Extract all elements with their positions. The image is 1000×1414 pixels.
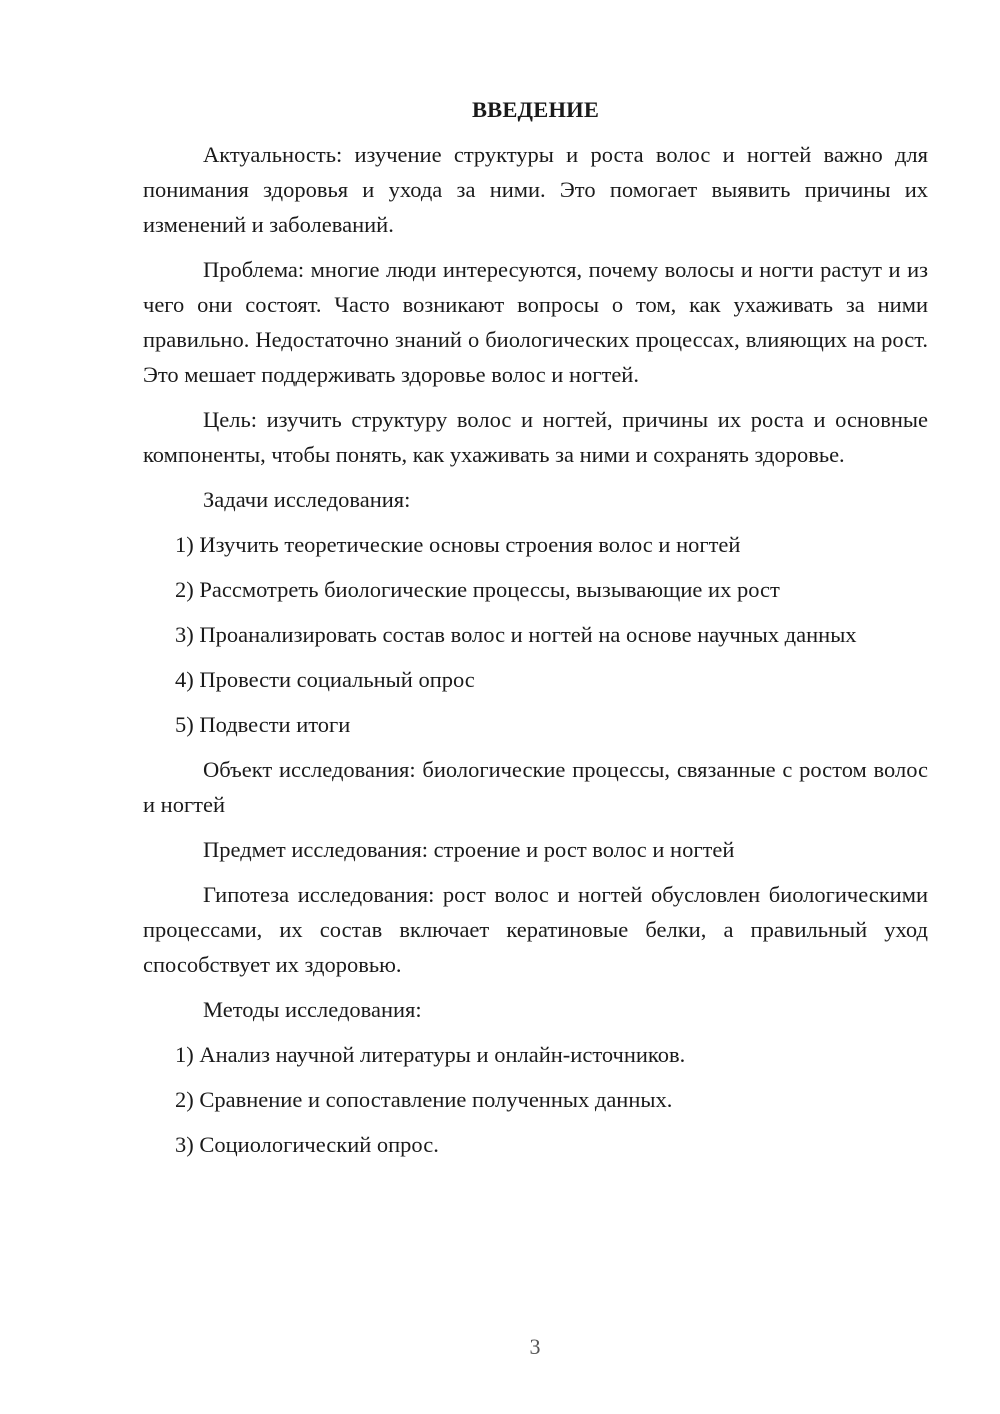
tasks-title: Задачи исследования: xyxy=(203,487,411,512)
task-item: 4) Провести социальный опрос xyxy=(175,667,475,692)
method-item: 1) Анализ научной литературы и онлайн-источников. xyxy=(175,1042,686,1067)
task-item: 1) Изучить теоретические основы строения волос и ногтей xyxy=(175,532,741,557)
task-item: 3) Проанализировать состав волос и ногтей на основе научных данных xyxy=(175,622,857,647)
page-number: 3 xyxy=(529,1334,541,1359)
paragraph-object: Объект исследования: биологические процессы, связанные с ростом волос и ногтей xyxy=(143,757,928,817)
paragraph-subject: Предмет исследования: строение и рост волос и ногтей xyxy=(203,837,735,862)
paragraph-relevance: Актуальность: изучение структуры и роста волос и ногтей важно для понимания здоровья и ухода за ними. Это помогает выявить причины их изменений и заболеваний. xyxy=(143,142,928,237)
method-item: 2) Сравнение и сопоставление полученных данных. xyxy=(175,1087,673,1112)
paragraph-problem: Проблема: многие люди интересуются, почему волосы и ногти растут и из чего они состоят. Часто возникают вопросы о том, как ухаживать за ними правильно. Недостаточно знаний о биологических процессах, влияющих на рост. Это мешает поддерживать здоровье волос и ногтей. xyxy=(143,257,928,387)
method-item: 3) Социологический опрос. xyxy=(175,1132,439,1157)
methods-title: Методы исследования: xyxy=(203,997,422,1022)
task-item: 2) Рассмотреть биологические процессы, вызывающие их рост xyxy=(175,577,780,602)
task-item: 5) Подвести итоги xyxy=(175,712,351,737)
paragraph-hypothesis: Гипотеза исследования: рост волос и ногтей обусловлен биологическими процессами, их состав включает кератиновые белки, а правильный уход способствует их здоровью. xyxy=(143,882,928,977)
paragraph-goal: Цель: изучить структуру волос и ногтей, причины их роста и основные компоненты, чтобы понять, как ухаживать за ними и сохранять здоровье. xyxy=(143,407,928,467)
document-body xyxy=(143,92,928,1172)
section-heading: ВВЕДЕНИЕ xyxy=(471,97,600,122)
